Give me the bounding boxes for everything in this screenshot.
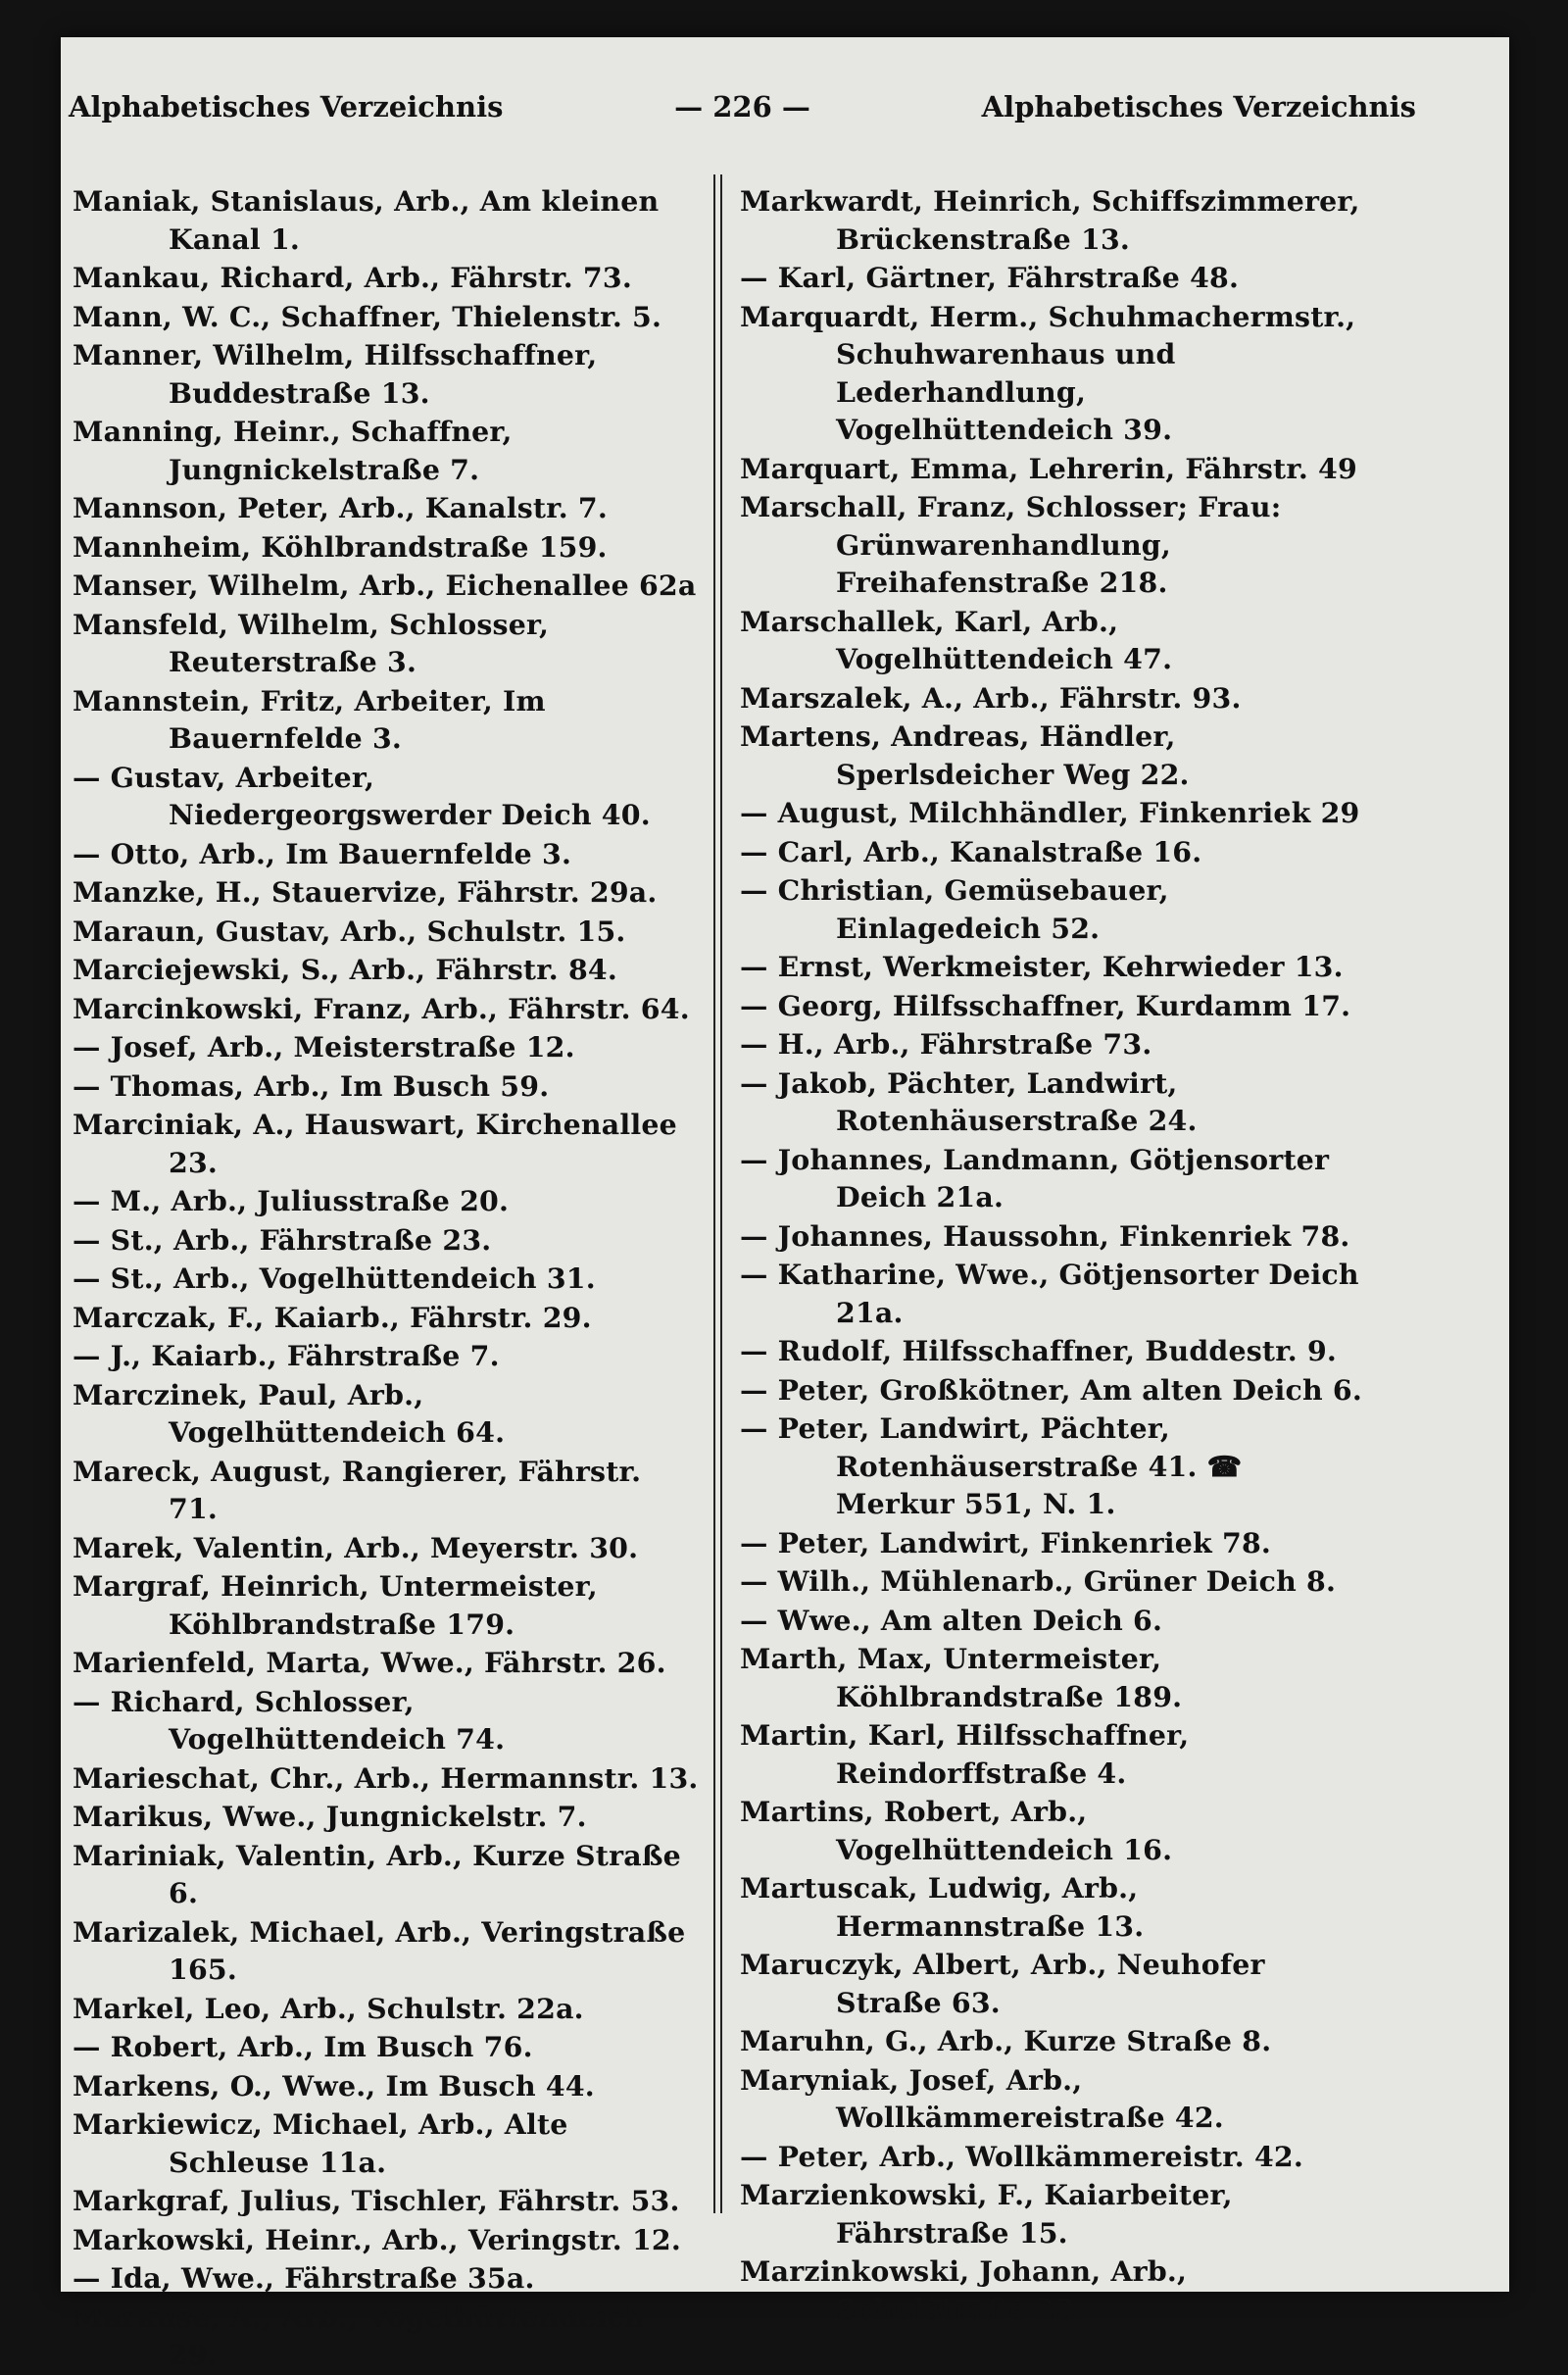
directory-entry: — Johannes, Haussohn, Finkenriek 78.	[740, 1218, 1350, 1253]
directory-entry: — M., Arb., Juliusstraße 20.	[73, 1184, 510, 1217]
directory-entry: Maruhn, G., Arb., Kurze Straße 8.	[740, 2024, 1272, 2057]
directory-entry: Marth, Max, Untermeister, Köhlbrandstraße 189.	[740, 1642, 1183, 1713]
directory-entry: Markel, Leo, Arb., Schulstr. 22a.	[73, 1991, 584, 2025]
directory-entry: Martens, Andreas, Händler, Sperlsdeicher Weg 22.	[740, 719, 1190, 791]
directory-entry: — Josef, Arb., Meisterstraße 12.	[73, 1030, 575, 1064]
directory-entry: — Jakob, Pächter, Landwirt, Rotenhäuserstraße 24.	[740, 1065, 1198, 1137]
directory-entry: Maryniak, Josef, Arb., Wollkämmereistraße 42.	[740, 2062, 1224, 2134]
directory-entry: Mansfeld, Wilhelm, Schlosser, Reuterstraße 3.	[73, 607, 550, 678]
directory-entry: — Rudolf, Hilfsschaffner, Buddestr. 9.	[740, 1334, 1337, 1367]
directory-entry: — Wilh., Mühlenarb., Grüner Deich 8.	[740, 1564, 1337, 1598]
directory-entry: Marquart, Emma, Lehrerin, Fährstr. 49	[740, 451, 1357, 485]
directory-entry: Margraf, Heinrich, Untermeister, Köhlbrandstraße 179.	[73, 1569, 598, 1641]
directory-entry: — St., Arb., Fährstraße 23.	[73, 1222, 492, 1257]
directory-entry: Mann, W. C., Schaffner, Thielenstr. 5.	[73, 299, 662, 333]
directory-entry: — Ida, Wwe., Fährstraße 35a.	[73, 2261, 535, 2295]
directory-entry: — Peter, Arb., Wollkämmereistr. 42.	[740, 2139, 1303, 2173]
directory-entry: — Peter, Landwirt, Finkenriek 78.	[740, 1525, 1271, 1559]
directory-entry: Mannstein, Fritz, Arbeiter, Im Bauernfelde 3.	[73, 683, 546, 755]
directory-entry: Marizalek, Michael, Arb., Veringstraße 165.	[73, 1914, 686, 1986]
directory-entry: Marek, Valentin, Arb., Meyerstr. 30.	[73, 1530, 639, 1564]
directory-entry: Mariniak, Valentin, Arb., Kurze Straße 6.	[73, 1838, 681, 1909]
left-column	[73, 182, 700, 2375]
directory-entry: — Otto, Arb., Im Bauernfelde 3.	[73, 836, 572, 870]
directory-entry: Marczinek, Paul, Arb., Vogelhüttendeich 64.	[73, 1377, 506, 1449]
directory-entry: Marszalek, A., Arb., Fährstr. 93.	[740, 680, 1242, 715]
directory-entry: — Gustav, Arbeiter, Niedergeorgswerder Deich 40.	[73, 760, 651, 831]
running-head-right: Alphabetisches Verzeichnis	[981, 90, 1416, 124]
directory-entry: Manzke, H., Stauervize, Fährstr. 29a.	[73, 875, 658, 909]
directory-entry: Manner, Wilhelm, Hilfsschaffner, Buddestraße 13.	[73, 338, 598, 410]
directory-entry: Markiewicz, Michael, Arb., Alte Schleuse 11a.	[73, 2107, 568, 2179]
directory-entry: Markowski, Heinr., Arb., Veringstr. 12.	[73, 2222, 681, 2256]
directory-entry: — St., Arb., Vogelhüttendeich 31.	[73, 1262, 596, 1295]
running-head-left: Alphabetisches Verzeichnis	[69, 90, 504, 124]
directory-entry: — H., Arb., Fährstraße 73.	[740, 1027, 1152, 1061]
directory-entry: — Peter, Großkötner, Am alten Deich 6.	[740, 1372, 1362, 1407]
directory-entry: — August, Milchhändler, Finkenriek 29	[740, 796, 1360, 829]
directory-entry: — Richard, Schlosser, Vogelhüttendeich 74.	[73, 1684, 506, 1756]
directory-entry: — Georg, Hilfsschaffner, Kurdamm 17.	[740, 988, 1351, 1022]
directory-entry: — Ernst, Werkmeister, Kehrwieder 13.	[740, 950, 1344, 983]
directory-entry: Mannson, Peter, Arb., Kanalstr. 7.	[73, 491, 608, 524]
directory-entry: — Thomas, Arb., Im Busch 59.	[73, 1068, 550, 1103]
directory-entry: Marzinkowski, Johann, Arb., Schulstraße 23.	[740, 2254, 1188, 2326]
directory-entry: — Katharine, Wwe., Götjensorter Deich 21a.	[740, 1258, 1359, 1329]
directory-entry: Marcinkowski, Franz, Arb., Fährstr. 64.	[73, 991, 690, 1025]
directory-entry: Marciejewski, S., Arb., Fährstr. 84.	[73, 953, 617, 986]
directory-entry: Maraun, Gustav, Arb., Schulstr. 15.	[73, 914, 626, 948]
directory-entry: — Carl, Arb., Kanalstraße 16.	[740, 834, 1202, 868]
directory-entry: Markwardt, Heinrich, Schiffszimmerer, Brückenstraße 13.	[740, 184, 1360, 256]
directory-entry: Marquardt, Herm., Schuhmachermstr., Schuhwarenhaus und Lederhandlung, Vogelhüttendeich 39.	[740, 299, 1356, 446]
directory-entry: Maruczyk, Albert, Arb., Neuhofer Straße 63.	[740, 1948, 1265, 2019]
directory-entry: — J., Kaiarb., Fährstraße 7.	[73, 1339, 500, 1372]
directory-entry: Maniak, Stanislaus, Arb., Am kleinen Kanal 1.	[73, 184, 660, 256]
directory-entry: Marieschat, Chr., Arb., Hermannstr. 13.	[73, 1760, 699, 1795]
directory-entry: Martins, Robert, Arb., Vogelhüttendeich 16.	[740, 1795, 1173, 1866]
directory-entry: Marczak, F., Kaiarb., Fährstr. 29.	[73, 1300, 592, 1334]
directory-entry: Marschallek, Karl, Arb., Vogelhüttendeich 47.	[740, 604, 1173, 675]
directory-entry: — Christian, Gemüsebauer, Einlagedeich 52.	[740, 873, 1169, 945]
directory-entry: Mareck, August, Rangierer, Fährstr. 71.	[73, 1454, 642, 1525]
directory-entry: Mannheim, Köhlbrandstraße 159.	[73, 529, 608, 564]
directory-entry: Markens, O., Wwe., Im Busch 44.	[73, 2068, 595, 2103]
directory-entry: — Johannes, Landmann, Götjensorter Deich 21a.	[740, 1142, 1330, 1213]
directory-entry: — Peter, Landwirt, Pächter, Rotenhäuserstraße 41. ☎ Merkur 551, N. 1.	[740, 1411, 1243, 1520]
directory-entry: — Robert, Arb., Im Busch 76.	[73, 2030, 533, 2063]
page-number: — 226 —	[674, 90, 810, 124]
directory-entry: Marschall, Franz, Schlosser; Frau: Grünwarenhandlung, Freihafenstraße 218.	[740, 490, 1282, 599]
page-header	[69, 90, 1416, 133]
directory-entry: Marciniak, A., Hauswart, Kirchenallee 23.	[73, 1108, 677, 1179]
directory-entry: — Karl, Gärtner, Fährstraße 48.	[740, 261, 1240, 294]
directory-entry: Markuse, A., Arb., Vogelhüttendeich 29.	[73, 2300, 645, 2371]
directory-entry: Marzienkowski, F., Kaiarbeiter, Fährstraße 15.	[740, 2178, 1233, 2250]
directory-entry: Martuscak, Ludwig, Arb., Hermannstraße 13.	[740, 1871, 1145, 1943]
directory-entry: Manning, Heinr., Schaffner, Jungnickelstraße 7.	[73, 415, 513, 486]
directory-entry: Martin, Karl, Hilfsschaffner, Reindorffstraße 4.	[740, 1718, 1190, 1790]
directory-entry: Manser, Wilhelm, Arb., Eichenallee 62a	[73, 569, 697, 602]
directory-entry: — Wwe., Am alten Deich 6.	[740, 1603, 1163, 1637]
directory-entry: Markgraf, Julius, Tischler, Fährstr. 53.	[73, 2184, 680, 2217]
directory-entry: Marienfeld, Marta, Wwe., Fährstr. 26.	[73, 1646, 666, 1679]
directory-entry: Mankau, Richard, Arb., Fährstr. 73.	[73, 261, 632, 294]
right-column	[740, 182, 1367, 2329]
directory-entry: Marikus, Wwe., Jungnickelstr. 7.	[73, 1800, 587, 1833]
column-divider	[713, 174, 722, 2213]
